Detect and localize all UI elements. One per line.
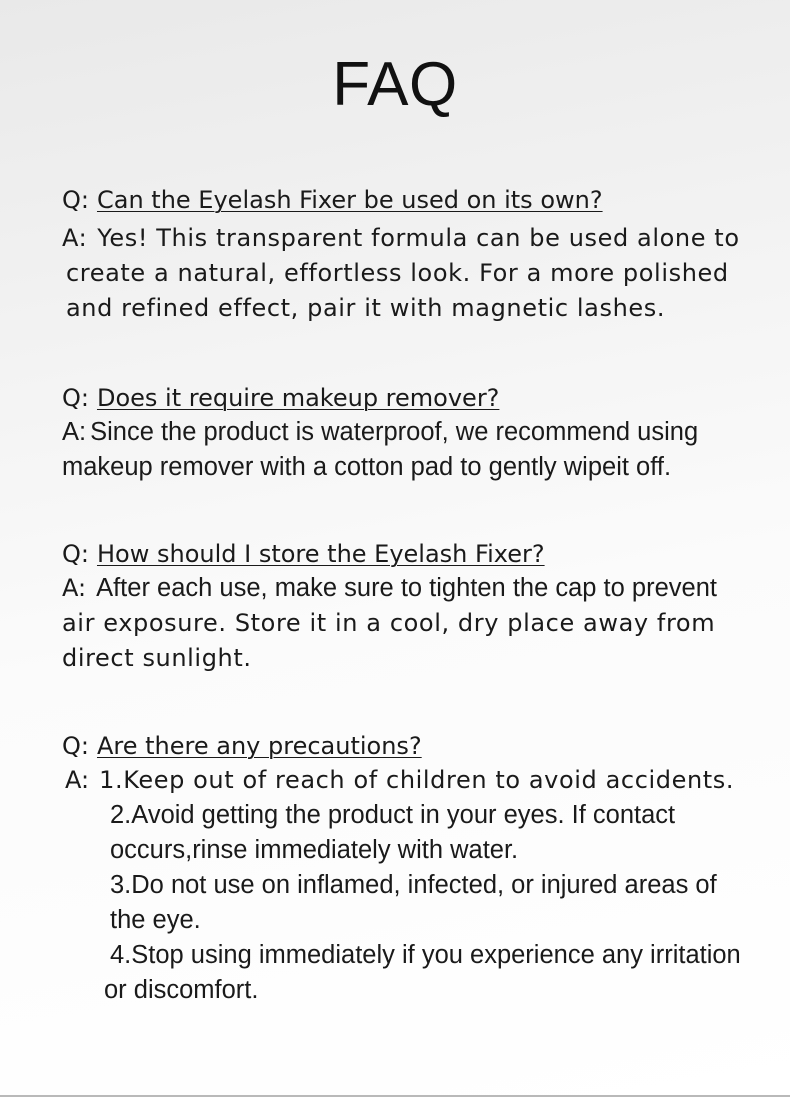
faq-item — [62, 537, 742, 676]
answer-line: Since the product is waterproof, we recommend using — [90, 418, 699, 446]
answer-line: makeup remover with a cotton pad to gently wipeit off. — [62, 453, 672, 481]
question-label: Q: — [62, 384, 89, 412]
faq-item — [62, 729, 742, 1008]
answer-line: the eye. — [110, 906, 201, 934]
faq-question — [62, 381, 742, 415]
answer-label: A: — [62, 224, 88, 252]
answer-line: direct sunlight. — [62, 644, 252, 672]
answer-label: A: — [62, 574, 87, 602]
answer-label: A: — [62, 418, 87, 446]
answer-line: create a natural, effortless look. For a more polished — [66, 259, 729, 287]
page-title: FAQ — [332, 50, 458, 119]
question-label: Q: — [62, 540, 89, 568]
faq-item — [62, 183, 742, 326]
question-text: Does it require makeup remover? — [96, 384, 500, 412]
answer-line: 2.Avoid getting the product in your eyes. If contact — [110, 801, 676, 829]
question-text: Can the Eyelash Fixer be used on its own? — [96, 186, 603, 214]
answer-line: After each use, make sure to tighten the cap to prevent — [96, 574, 717, 602]
question-label: Q: — [62, 732, 89, 760]
question-label: Q: — [62, 186, 89, 214]
answer-line: and refined effect, pair it with magnetic lashes. — [66, 294, 666, 322]
answer-line: 4.Stop using immediately if you experience any irritation — [110, 941, 741, 969]
question-text: Are there any precautions? — [96, 732, 422, 760]
answer-line: occurs,rinse immediately with water. — [110, 836, 519, 864]
answer-line: or discomfort. — [104, 976, 259, 1004]
answer-label: A: — [65, 766, 90, 794]
faq-answer — [62, 415, 742, 485]
faq-question — [62, 729, 742, 763]
faq-answer — [62, 221, 742, 326]
faq-question — [62, 537, 742, 571]
faq-question — [62, 183, 742, 217]
answer-line: air exposure. Store it in a cool, dry place away from — [62, 609, 716, 637]
answer-line: 1.Keep out of reach of children to avoid accidents. — [99, 766, 735, 794]
answer-line: Yes! This transparent formula can be used alone to — [97, 224, 740, 252]
faq-answer — [62, 763, 742, 1008]
answer-line: 3.Do not use on inflamed, infected, or injured areas of — [110, 871, 717, 899]
faq-item — [62, 381, 742, 485]
faq-answer — [62, 571, 742, 676]
question-text: How should I store the Eyelash Fixer? — [96, 540, 545, 568]
